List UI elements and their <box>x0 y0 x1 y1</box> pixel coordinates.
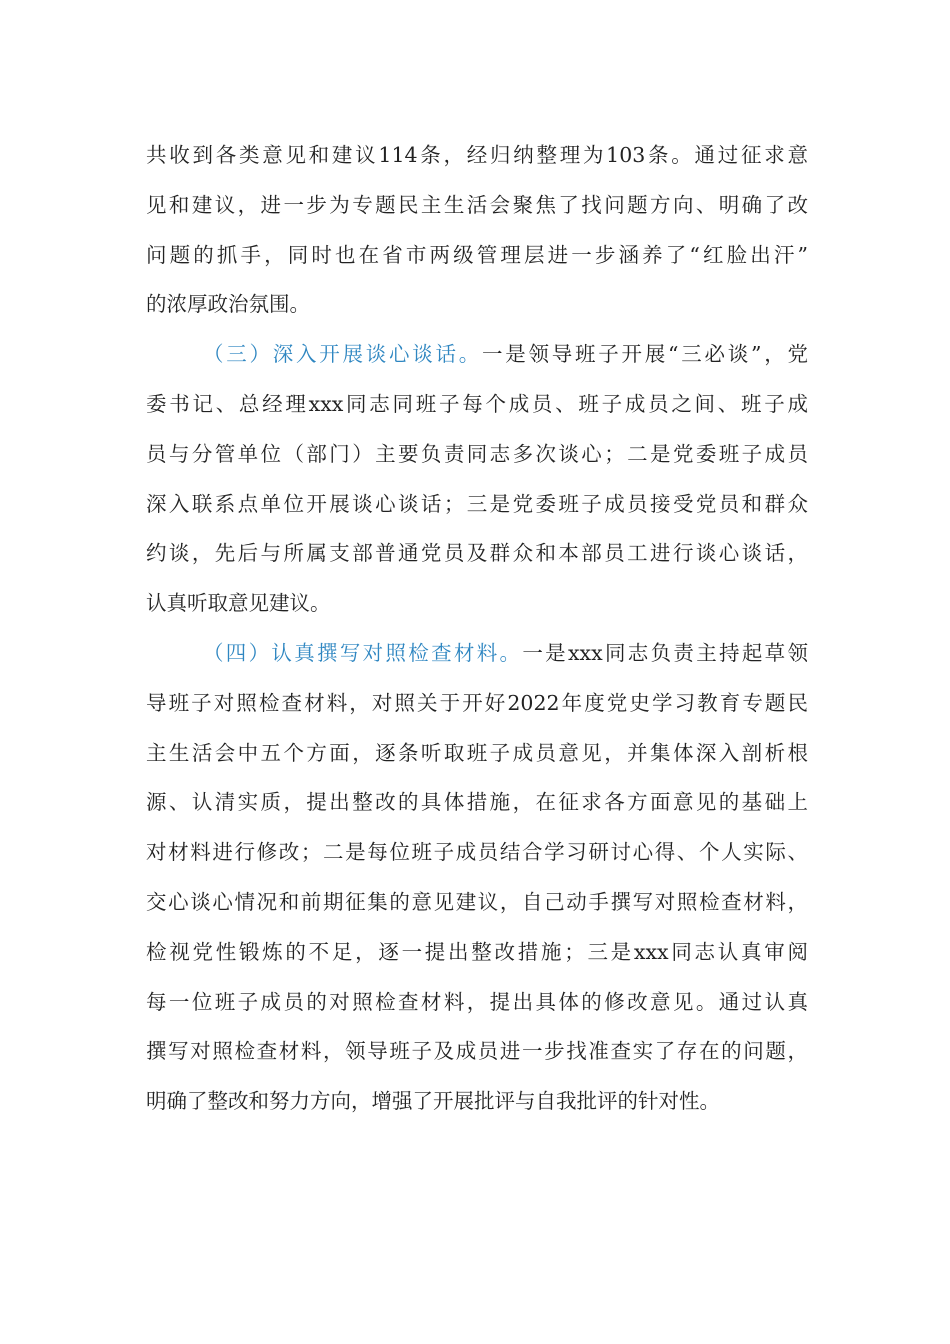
text-line: 约谈，先后与所属支部普通党员及群众和本部员工进行谈心谈话， <box>146 541 808 566</box>
text-line: 员与分管单位（部门）主要负责同志多次谈心；二是党委班子成员 <box>146 441 808 466</box>
section-heading: （四）认真撰写对照检查材料。 <box>203 640 523 665</box>
text-line: 导班子对照检查材料，对照关于开好2022年度党史学习教育专题民 <box>146 690 808 715</box>
text-line: 认真听取意见建议。 <box>146 591 331 616</box>
paragraph-self-examination-materials <box>146 629 808 1127</box>
paragraph-opinions-summary <box>146 131 808 330</box>
text-line: 明确了整改和努力方向，增强了开展批评与自我批评的针对性。 <box>146 1089 720 1114</box>
text-line: 主生活会中五个方面，逐条听取班子成员意见，并集体深入剖析根 <box>146 740 808 765</box>
text-line: 检视党性锻炼的不足，逐一提出整改措施；三是xxx同志认真审阅 <box>146 939 808 964</box>
text-run: 一是xxx同志负责主持起草领 <box>522 640 808 665</box>
text-line: 交心谈心情况和前期征集的意见建议，自己动手撰写对照检查材料， <box>146 889 808 914</box>
text-line: 源、认清实质，提出整改的具体措施，在征求各方面意见的基础上 <box>146 790 808 815</box>
text-line: 见和建议，进一步为专题民主生活会聚焦了找问题方向、明确了改 <box>146 192 808 217</box>
text-line: 委书记、总经理xxx同志同班子每个成员、班子成员之间、班子成 <box>146 391 808 416</box>
paragraph-heart-to-heart-talks <box>146 330 808 629</box>
text-line: 撰写对照检查材料，领导班子及成员进一步找准查实了存在的问题， <box>146 1039 808 1064</box>
text-line: 每一位班子成员的对照检查材料，提出具体的修改意见。通过认真 <box>146 989 808 1014</box>
text-line <box>146 330 808 380</box>
text-run: 一是领导班子开展“三必谈”，党 <box>482 342 808 367</box>
document-page <box>146 131 808 1127</box>
text-line: 深入联系点单位开展谈心谈话；三是党委班子成员接受党员和群众 <box>146 491 808 516</box>
section-heading: （三）深入开展谈心谈话。 <box>203 342 483 367</box>
text-line: 的浓厚政治氛围。 <box>146 292 310 317</box>
text-line: 问题的抓手，同时也在省市两级管理层进一步涵养了“红脸出汗” <box>146 242 808 267</box>
text-line <box>146 629 808 679</box>
text-line: 共收到各类意见和建议114条，经归纳整理为103条。通过征求意 <box>146 143 808 167</box>
text-line: 对材料进行修改；二是每位班子成员结合学习研讨心得、个人实际、 <box>146 840 808 865</box>
